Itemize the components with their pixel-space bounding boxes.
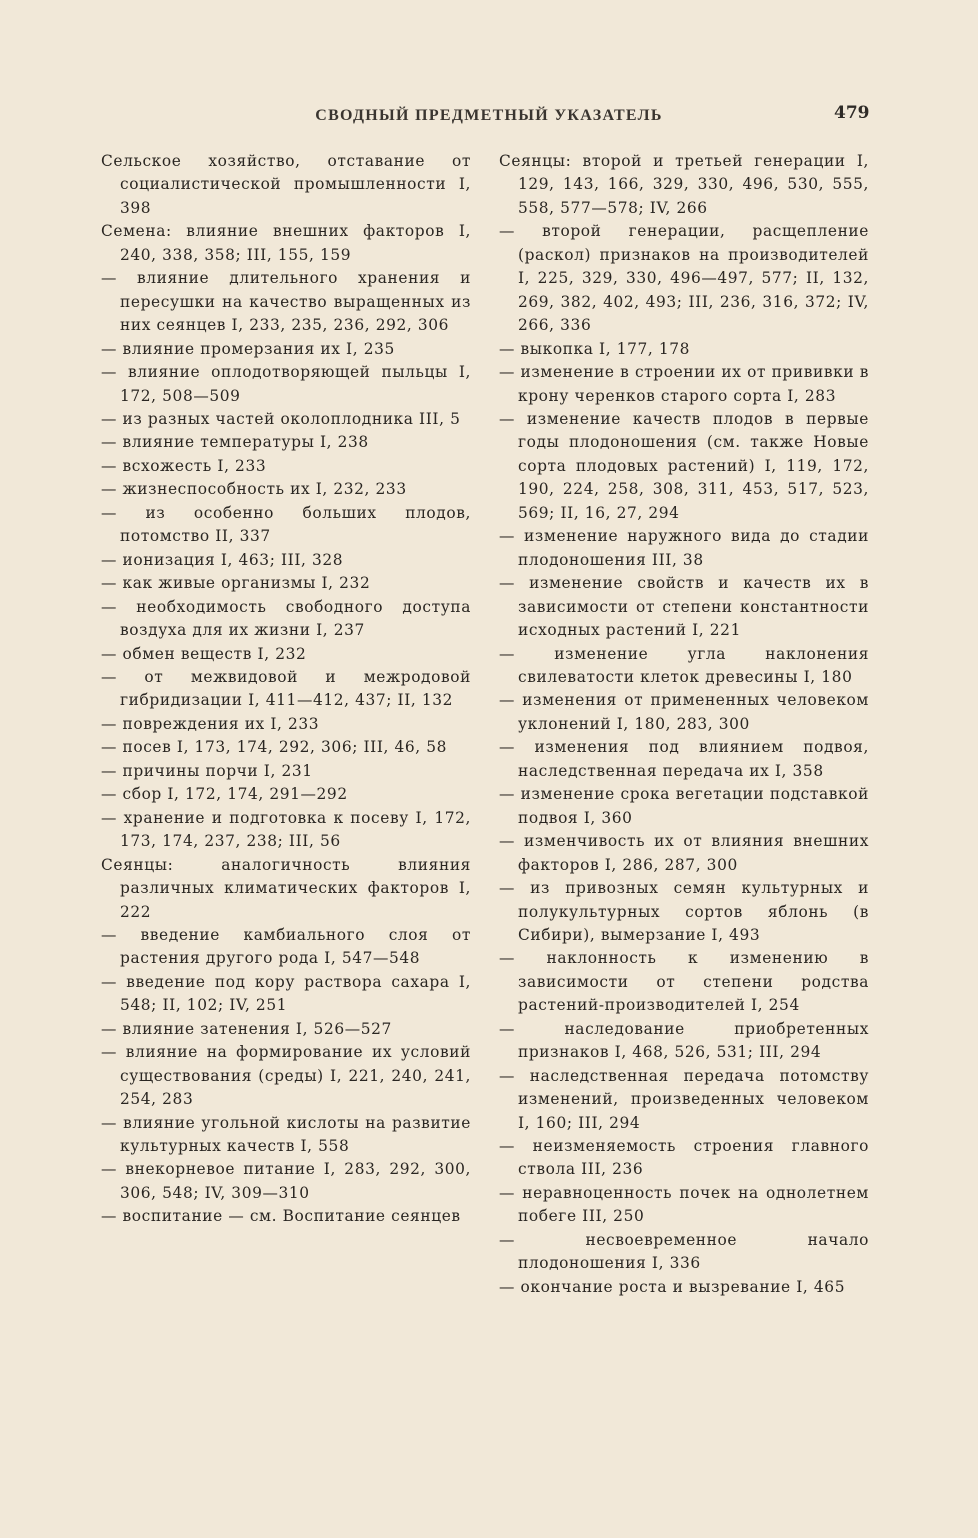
index-entry: — причины порчи I, 231 [101,761,313,780]
index-entry: — внекорневое питание I, 283, 292, 300, 306, 548; IV, 309—310 [101,1160,471,1202]
index-entry: — второй генерации, расщепление (раскол) признаков на производителей I, 225, 329, 330, 496—497, 577; II, 132, 269, 382, 402, 493; III, 236, 316, 372; IV, 266, 336 [499,222,869,335]
index-entry: — изменение наружного вида до стадии плодоношения III, 38 [499,527,869,569]
index-entry: — введение под кору раствора сахара I, 548; II, 102; IV, 251 [101,972,471,1015]
index-entry: — сбор I, 172, 174, 291—292 [101,785,348,804]
index-entry: — влияние оплодотворяющей пыльцы I, 172, 508—509 [101,363,471,405]
index-entry: — повреждения их I, 233 [101,714,320,733]
index-entry: — наследование приобретенных признаков I, 468, 526, 531; III, 294 [499,1019,869,1062]
index-entry: — из особенно больших плодов, потомство II, 337 [101,503,471,546]
index-entry: — обмен веществ I, 232 [101,644,307,663]
index-entry: — необходимость свободного доступа воздуха для их жизни I, 237 [101,597,471,640]
index-entry: — изменения под влиянием подвоя, наследственная передача их I, 358 [499,738,869,780]
index-column-left [101,150,471,1229]
index-entry: — изменение свойств и качеств их в зависимости от степени константности исходных растений I, 221 [499,574,869,640]
index-entry: — выкопка I, 177, 178 [499,339,691,358]
index-entry: — хранение и подготовка к посеву I, 172, 173, 174, 237, 238; III, 56 [101,808,471,851]
index-entry: — введение камбиального слоя от растения другого рода I, 547—548 [101,925,471,968]
index-entry: — воспитание — см. Воспитание сеянцев [101,1207,461,1226]
index-entry: — из привозных семян культурных и полукультурных сортов яблонь (в Сибири), вымерзание I, 493 [499,879,869,944]
index-entry: — посев I, 173, 174, 292, 306; III, 46, 58 [101,738,448,757]
index-entry: — несвоевременное начало плодоношения I, 336 [499,1230,869,1273]
index-entry: — влияние угольной кислоты на развитие культурных качеств I, 558 [101,1113,471,1156]
index-column-right [499,150,869,1299]
running-title: СВОДНЫЙ ПРЕДМЕТНЫЙ УКАЗАТЕЛЬ [315,107,663,124]
index-entry: — влияние промерзания их I, 235 [101,339,395,358]
index-entry: — всхожесть I, 233 [101,456,267,475]
index-entry: Сельское хозяйство, отставание от социалистической промышленности I, 398 [101,152,471,217]
index-entry: — влияние на формирование их условий существования (среды) I, 221, 240, 241, 254, 283 [101,1043,471,1109]
index-entry: — изменение угла наклонения свилеватости клеток древесины I, 180 [499,644,869,686]
index-entry: — изменение качеств плодов в первые годы плодоношения (см. также Новые сорта плодовых растений) I, 119, 172, 190, 224, 258, 308, 311, 453, 517, 523, 569; II, 16, 27, 294 [499,409,869,522]
index-entry: — от межвидовой и межродовой гибридизации I, 411—412, 437; II, 132 [101,667,471,710]
index-entry: — изменения от примененных человеком уклонений I, 180, 283, 300 [499,691,869,733]
index-entry: — влияние температуры I, 238 [101,433,369,452]
index-entry: — изменение срока вегетации подставкой подвоя I, 360 [499,785,869,827]
index-entry: — наследственная передача потомству изменений, произведенных человеком I, 160; III, 294 [499,1066,869,1132]
page-number: 479 [834,103,870,123]
index-entry: — жизнеспособность их I, 232, 233 [101,480,407,499]
index-entry: — наклонность к изменению в зависимости от степени родства растений-производителей I, 254 [499,949,869,1015]
index-entry: — изменение в строении их от прививки в крону черенков старого сорта I, 283 [499,363,869,405]
index-entry: Сеянцы: аналогичность влияния различных климатических факторов I, 222 [101,855,471,921]
index-entry: — неизменяемость строения главного ствола III, 236 [499,1137,869,1179]
index-entry: — влияние затенения I, 526—527 [101,1019,392,1038]
index-entry: — как живые организмы I, 232 [101,574,371,593]
index-entry: Семена: влияние внешних факторов I, 240, 338, 358; III, 155, 159 [101,222,471,264]
index-entry: — неравноценность почек на однолетнем побеге III, 250 [499,1183,869,1226]
page-header [0,103,978,131]
index-entry: — ионизация I, 463; III, 328 [101,550,344,569]
index-entry: — из разных частей околоплодника III, 5 [101,409,461,428]
index-entry: — изменчивость их от влияния внешних факторов I, 286, 287, 300 [499,832,869,874]
index-entry: Сеянцы: второй и третьей генерации I, 129, 143, 166, 329, 330, 496, 530, 555, 558, 577—578; IV, 266 [499,152,869,217]
index-entry: — влияние длительного хранения и пересушки на качество выращенных из них сеянцев I, 233, 235, 236, 292, 306 [101,269,471,335]
index-entry: — окончание роста и вызревание I, 465 [499,1277,846,1296]
